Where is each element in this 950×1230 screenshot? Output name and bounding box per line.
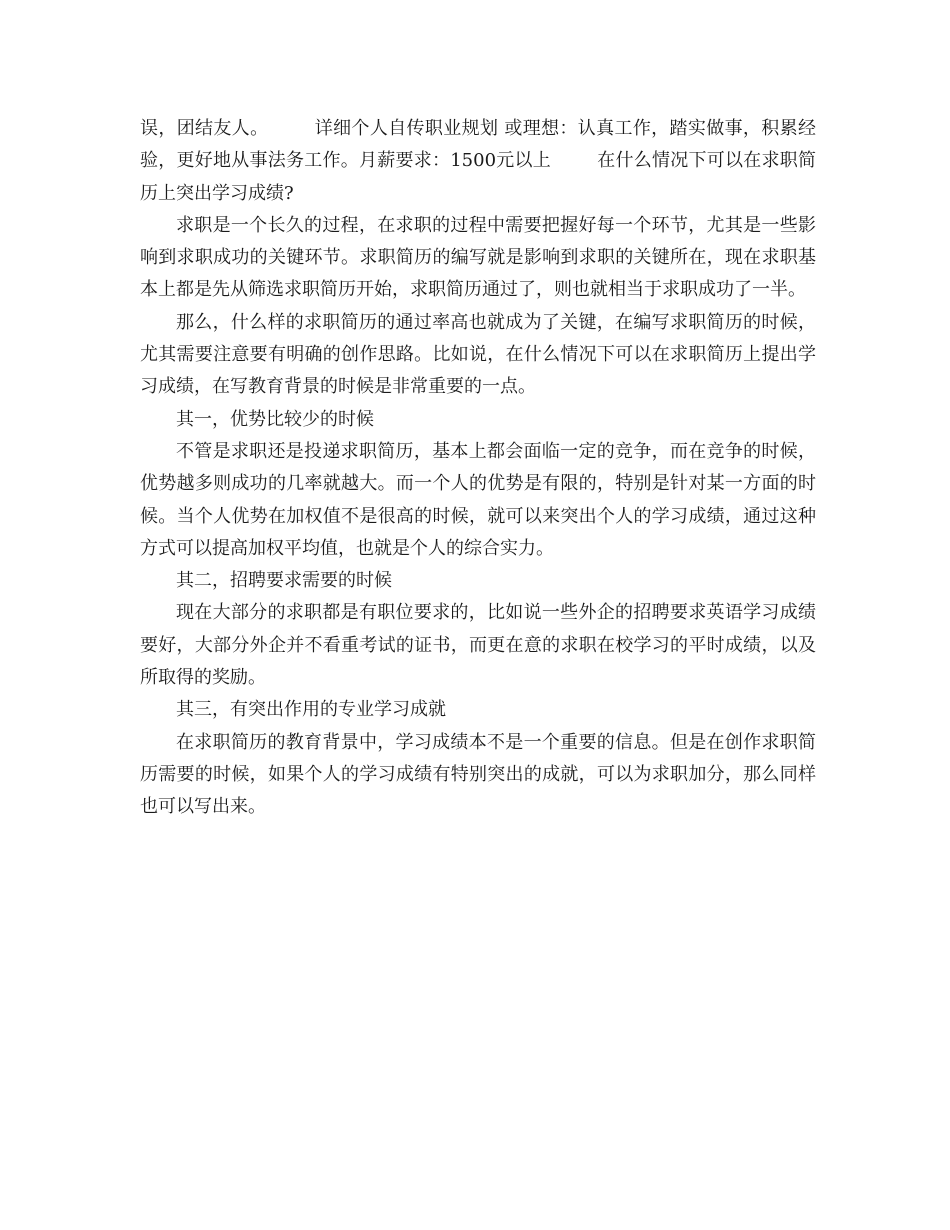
intro-part-3: 在什么情况下可以在求职简历上突出学习成绩? — [140, 150, 817, 204]
body-paragraph: 在求职简历的教育背景中，学习成绩本不是一个重要的信息。但是在创作求职简历需要的时候，如果个人的学习成绩有特别突出的成就，可以为求职加分，那么同样也可以写出来。 — [140, 731, 816, 818]
section-heading: 其一，优势比较少的时候 — [176, 408, 374, 430]
document-page — [140, 113, 816, 824]
intro-paragraph — [140, 113, 816, 210]
body-paragraph: 不管是求职还是投递求职简历，基本上都会面临一定的竞争，而在竞争的时候，优势越多则成功的几率就越大。而一个人的优势是有限的，特别是针对某一方面的时候。当个人优势在加权值不是很高的时候，就可以来突出个人的学习成绩，通过这种方式可以提高加权平均值，也就是个人的综合实力。 — [140, 440, 816, 559]
section-heading: 其三，有突出作用的专业学习成就 — [176, 699, 446, 721]
intro-part-2: 详细个人自传职业规划 或理想：认真工作，踏实做事，积累经验，更好地从事法务工作。月薪要求：1500元以上 — [140, 118, 816, 172]
body-paragraph: 那么，什么样的求职简历的通过率高也就成为了关键，在编写求职简历的时候，尤其需要注意要有明确的创作思路。比如说，在什么情况下可以在求职简历上提出学习成绩，在写教育背景的时候是非常重要的一点。 — [140, 311, 816, 398]
intro-part-1: 误，团结友人。 — [140, 118, 269, 139]
body-paragraph: 现在大部分的求职都是有职位要求的，比如说一些外企的招聘要求英语学习成绩要好，大部分外企并不看重考试的证书，而更在意的求职在校学习的平时成绩，以及所取得的奖励。 — [140, 602, 816, 689]
body-paragraph: 求职是一个长久的过程，在求职的过程中需要把握好每一个环节，尤其是一些影响到求职成功的关键环节。求职简历的编写就是影响到求职的关键所在，现在求职基本上都是先从筛选求职简历开始，求职简历通过了，则也就相当于求职成功了一半。 — [140, 214, 816, 301]
section-heading: 其二，招聘要求需要的时候 — [176, 570, 392, 592]
